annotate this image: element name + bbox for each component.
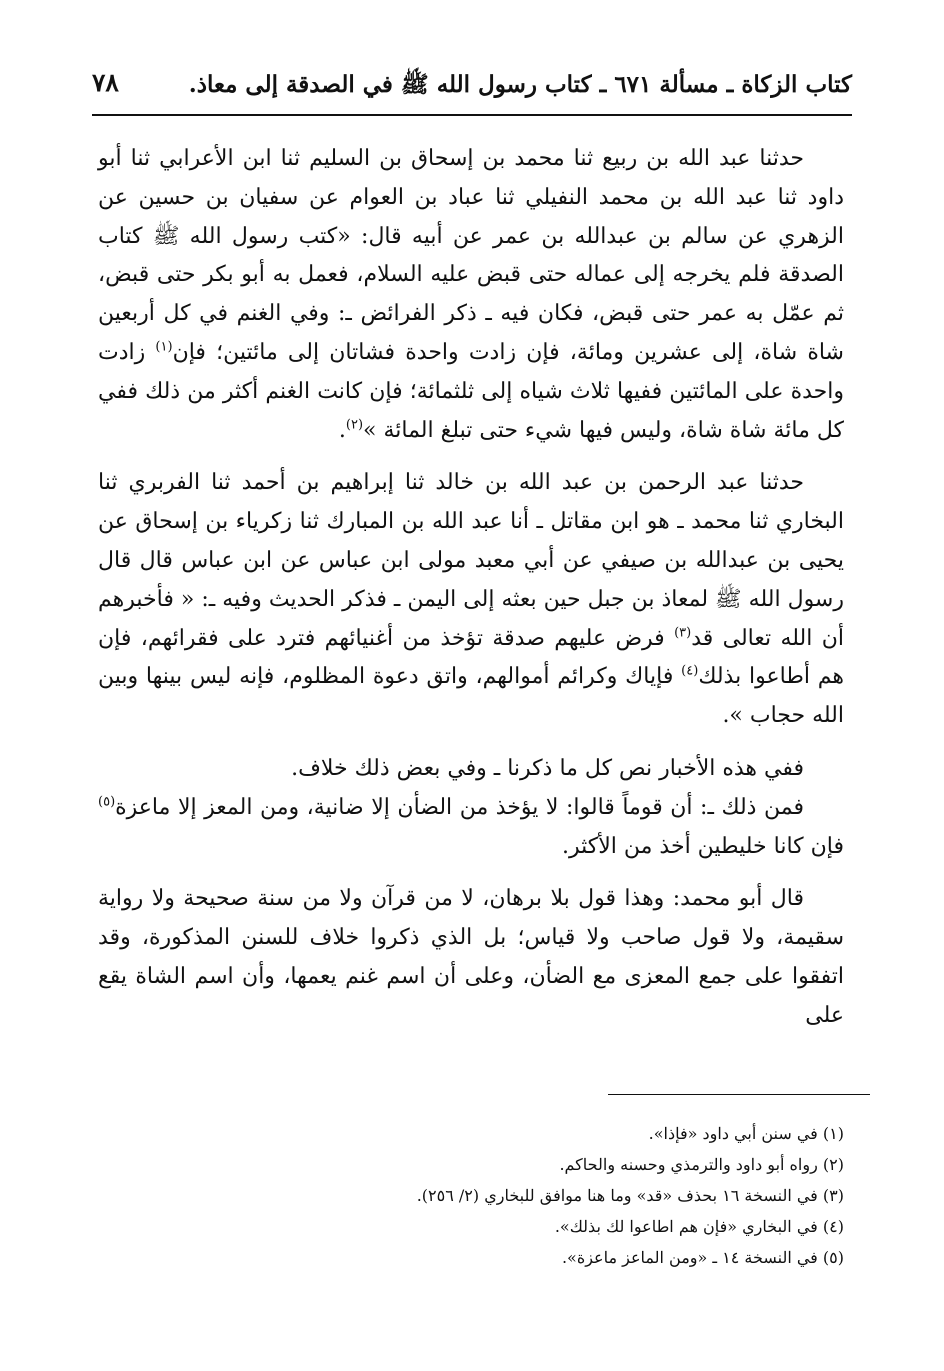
footnote-3: (٣) في النسخة ١٦ بحذف «قد» وما هنا موافق للبخاري (٢/ ٢٥٦). [416,1186,844,1205]
running-title: كتاب الزكاة ـ مسألة ٦٧١ ـ كتاب رسول الله ﷺ في الصدقة إلى معاذ. [188,71,852,98]
footnote-divider [608,1094,870,1095]
footnote-ref-4[interactable]: (٤) [681,664,699,680]
footnotes [98,1118,844,1273]
paragraph-text: فمن ذلك ـ: أن قوماً قالوا: لا يؤخذ من الضأن إلا ضانية، ومن المعز إلا ماعزة [115,794,804,820]
paragraph-text: زادت واحدة على المائتين ففيها ثلاث شياه إلى ثلثمائة؛ فإن كانت الغنم أكثر من ذلك ففي كل مائة شاة شاة، وليس فيها شيء حتى تبلغ المائة » [98,339,844,443]
footnote-1: (١) في سنن أبي داود «فإذا». [648,1124,844,1143]
header-divider [92,114,852,116]
footnote-ref-3[interactable]: (٣) [674,625,692,641]
paragraph-commentary-2 [98,789,844,867]
footnote-5: (٥) في النسخة ١٤ ـ «ومن الماعز ماعزة». [561,1248,844,1267]
paragraph-hadith-2 [98,464,844,736]
paragraph-abu-muhammad: قال أبو محمد: وهذا قول بلا برهان، لا من قرآن ولا من سنة صحيحة ولا رواية سقيمة، ولا قول صاحب ولا قياس؛ بل الذي ذكروا خلاف للسنن المذكورة، وقد اتفقوا على جمع المعزى مع الضأن، وعلى أن اسم غنم يعمها، وأن اسم الشاة يقع على [98,886,844,1028]
paragraph-text: فإن كانا خليطين أخذ من الأكثر. [562,833,844,859]
page-header [92,64,852,114]
paragraph-text: فإياك وكرائم أموالهم، واتق دعوة المظلوم، فإنه ليس بينها وبين الله حجاب ». [98,664,844,729]
footnote-ref-2[interactable]: (٢) [345,417,364,433]
paragraph-commentary-1: ففي هذه الأخبار نص كل ما ذكرنا ـ وفي بعض ذلك خلاف. [291,755,804,781]
main-text [98,140,844,1036]
paragraph-text: حدثنا عبد الله بن ربيع ثنا محمد بن إسحاق بن السليم ثنا ابن الأعرابي ثنا أبو داود ثنا عبد الله بن محمد النفيلي ثنا عباد بن العوام عن سفيان بن حسين عن الزهري عن سالم بن عبدالله بن عمر عن أبيه قال: «كتب رسول الله ﷺ كتاب الصدقة فلم يخرجه إلى عماله حتى قبض عليه السلام، فعمل به أبو بكر حتى قبض، ثم عمّل به عمر حتى قبض، فكان فيه ـ ذكر الفرائض ـ: وفي الغنم في كل أربعين شاة شاة، إلى عشرين ومائة، فإن زادت واحدة فشاتان إلى مائتين؛ فإن [98,146,844,365]
footnote-4: (٤) في البخاري «فإن هم اطاعوا لك بذلك». [554,1217,844,1236]
footnote-2: (٢) رواه أبو داود والترمذي وحسنه والحاكم. [559,1155,844,1174]
footnote-ref-1[interactable]: (١) [155,339,173,355]
paragraph-text: حدثنا عبد الرحمن بن عبد الله بن خالد ثنا إبراهيم بن أحمد ثنا الفربري ثنا البخاري ثنا محمد ـ هو ابن مقاتل ـ أنا عبد الله بن المبارك ثنا زكرياء بن إسحاق عن يحيى بن عبدالله بن صيفي عن أبي معبد مولى ابن عباس عن ابن عباس قال قال رسول الله ﷺ لمعاذ بن جبل حين بعثه إلى اليمن ـ فذكر الحديث وفيه ـ: « فأخبرهم أن الله تعالى قد [98,470,845,651]
paragraph-text: فرض عليهم صدقة تؤخذ من أغنيائهم فترد على فقرائهم، فإن هم أطاعوا بذلك [98,625,845,690]
page-number: ٧٨ [92,68,119,97]
paragraph-text: . [338,417,346,443]
paragraph-hadith-1 [98,140,844,450]
footnote-ref-5[interactable]: (٥) [98,794,116,810]
